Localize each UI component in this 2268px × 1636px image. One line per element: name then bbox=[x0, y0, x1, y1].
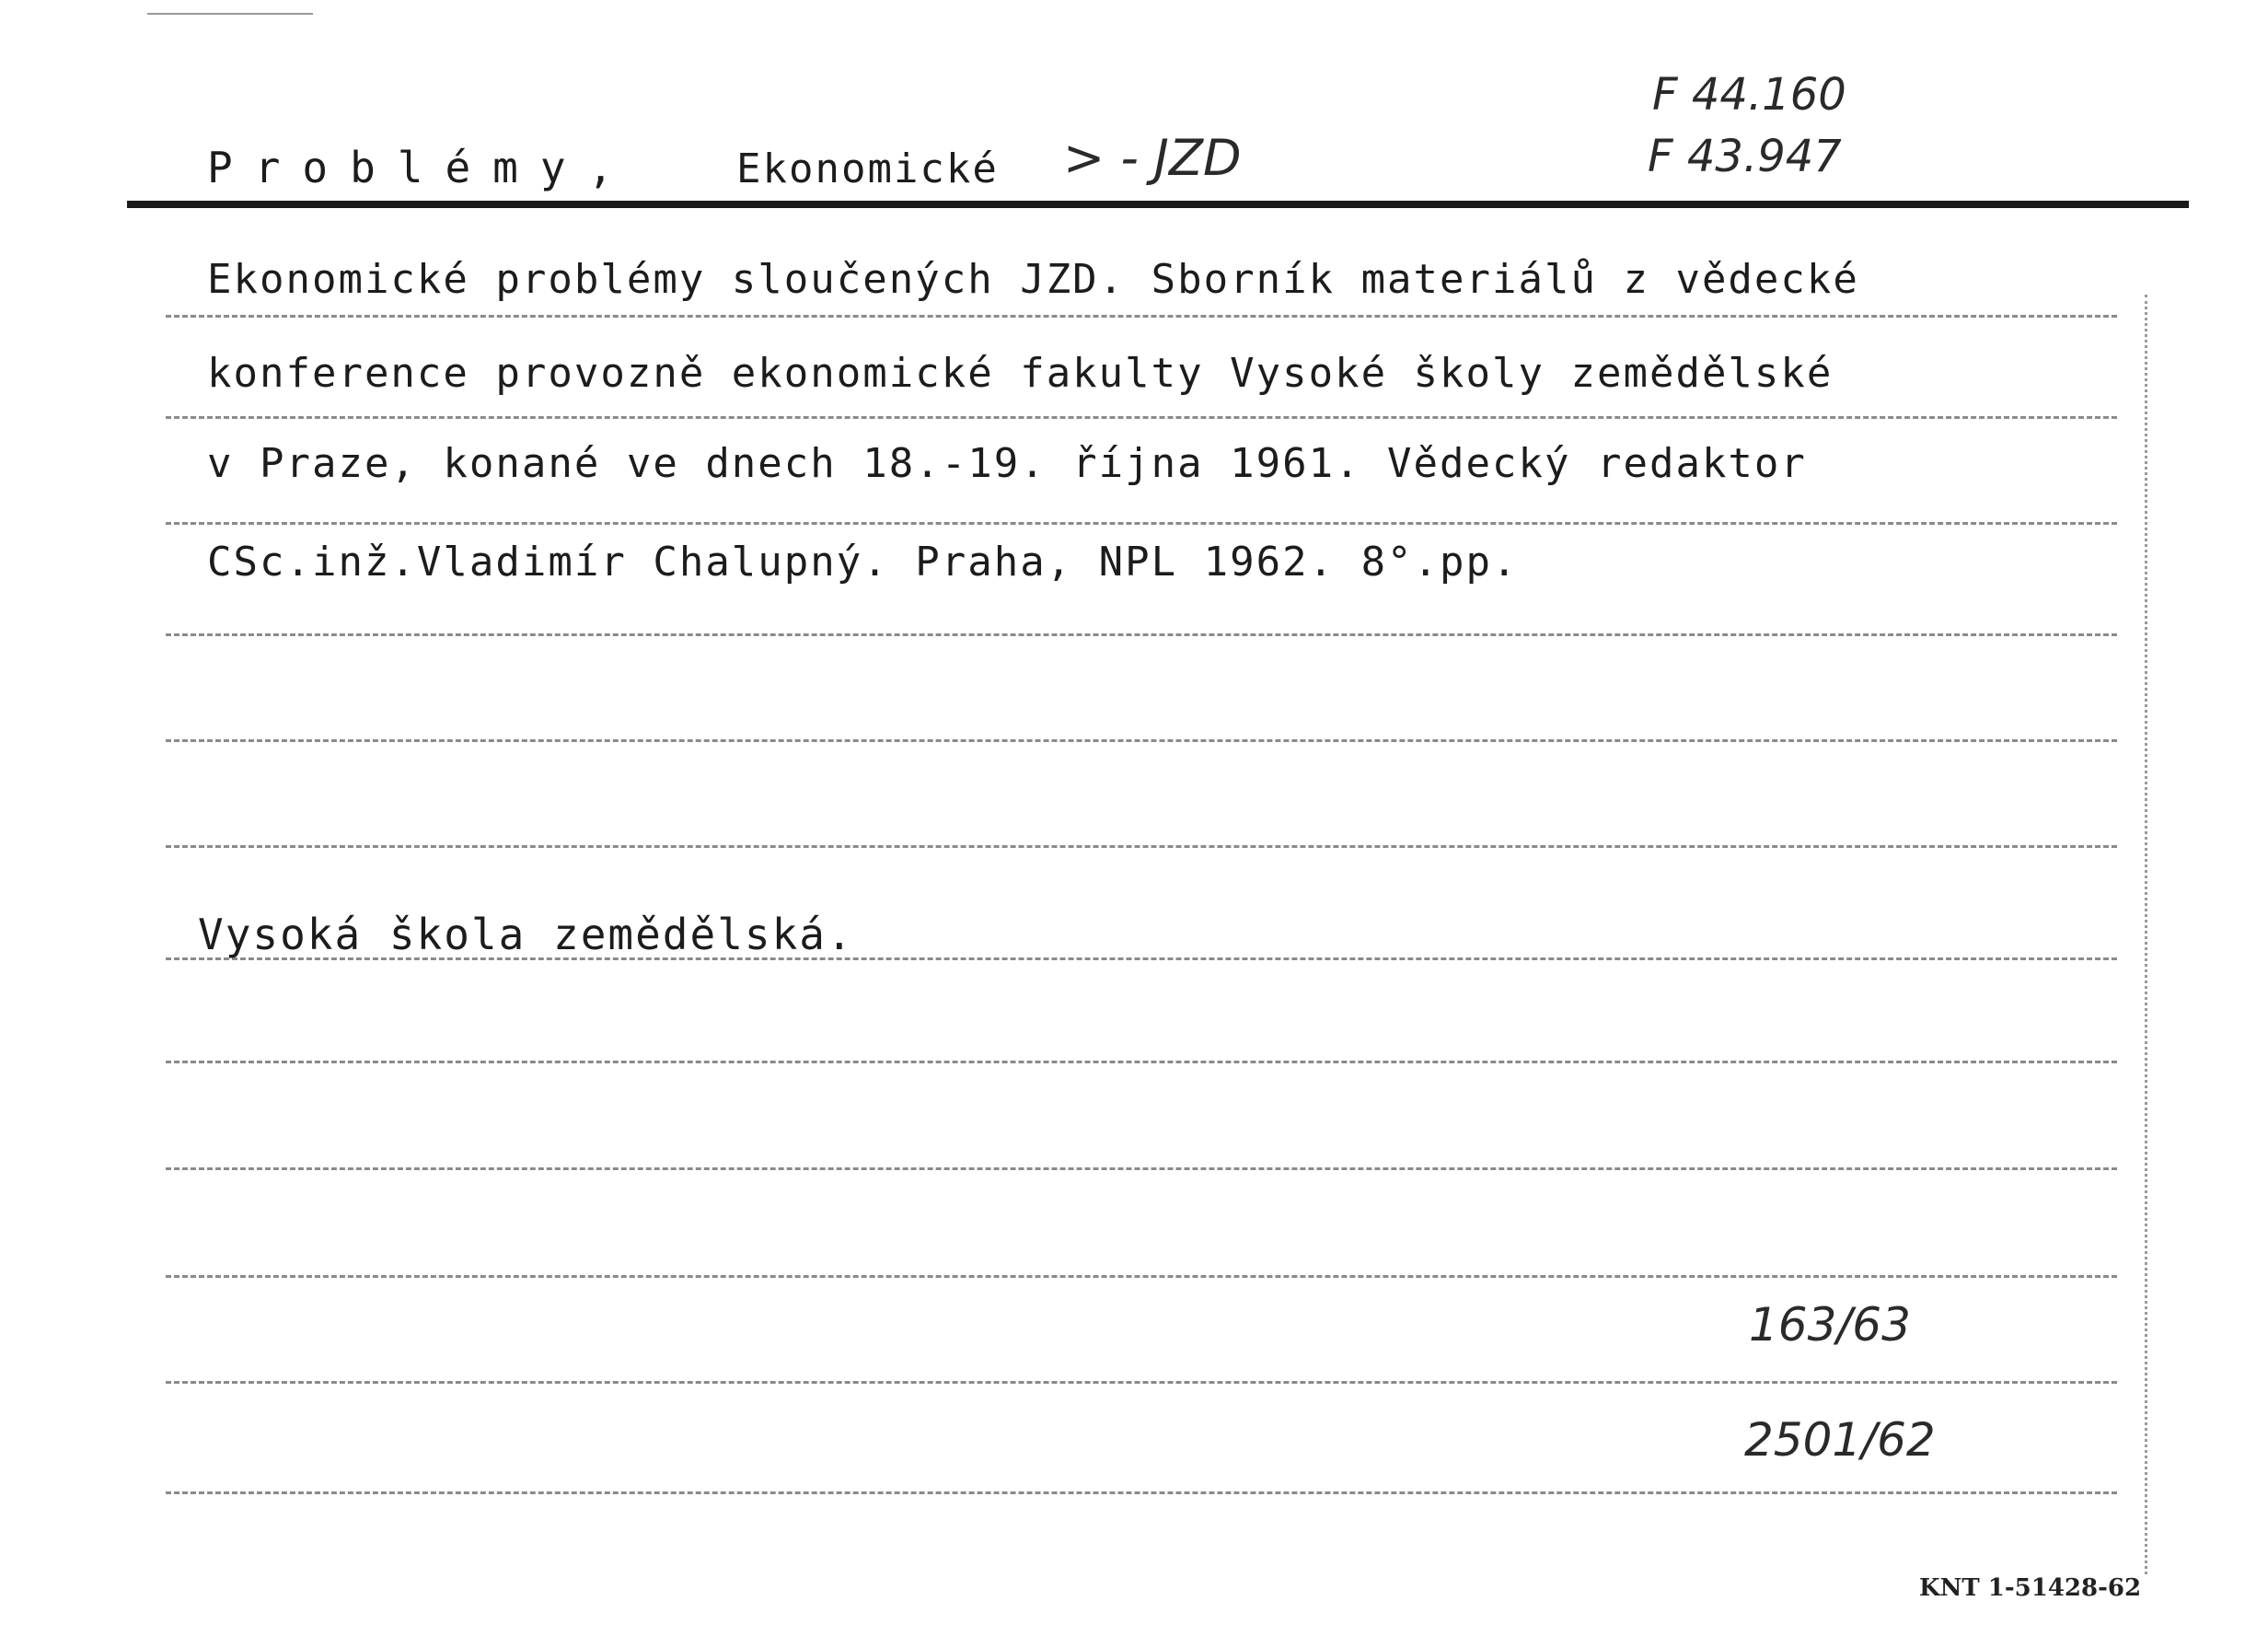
bibliography-line-1: Ekonomické problémy sloučených JZD. Sborník materiálů z vědecké bbox=[207, 256, 1859, 303]
ruled-line bbox=[166, 1381, 2117, 1384]
institution-line: Vysoká škola zemědělská. bbox=[198, 910, 854, 959]
bibliography-line-3: v Praze, konané ve dnech 18.-19. října 1961. Vědecký redaktor bbox=[207, 440, 1807, 487]
footer-print-code: KNT 1-51428-62 bbox=[1919, 1574, 2142, 1602]
bibliography-line-2: konference provozně ekonomické fakulty Vysoké školy zemědělské bbox=[207, 350, 1834, 397]
handwritten-number-1: 163/63 bbox=[1749, 1298, 1911, 1352]
ruled-line bbox=[166, 416, 2117, 419]
right-margin-dots bbox=[2145, 295, 2147, 1574]
ruled-line bbox=[166, 633, 2117, 636]
handwritten-number-2: 2501/62 bbox=[1744, 1413, 1936, 1467]
top-edge-mark bbox=[147, 13, 313, 15]
ruled-line bbox=[166, 845, 2117, 848]
ruled-line bbox=[166, 1275, 2117, 1278]
bibliography-line-4: CSc.inž.Vladimír Chalupný. Praha, NPL 1962. 8°.pp. bbox=[207, 539, 1519, 586]
call-number-2: F 43.947 bbox=[1648, 131, 1842, 182]
heading-rule bbox=[127, 201, 2189, 208]
call-number-1: F 44.160 bbox=[1652, 69, 1846, 121]
ruled-line bbox=[166, 522, 2117, 525]
ruled-line bbox=[166, 1167, 2117, 1170]
handwritten-subject-note: > - JZD bbox=[1063, 129, 1242, 187]
heading-subject: Problémy, bbox=[207, 143, 636, 192]
ruled-line bbox=[166, 1061, 2117, 1063]
ruled-line bbox=[166, 315, 2117, 318]
ruled-line bbox=[166, 1491, 2117, 1494]
ruled-line bbox=[166, 739, 2117, 742]
heading-qualifier: Ekonomické bbox=[736, 145, 999, 192]
